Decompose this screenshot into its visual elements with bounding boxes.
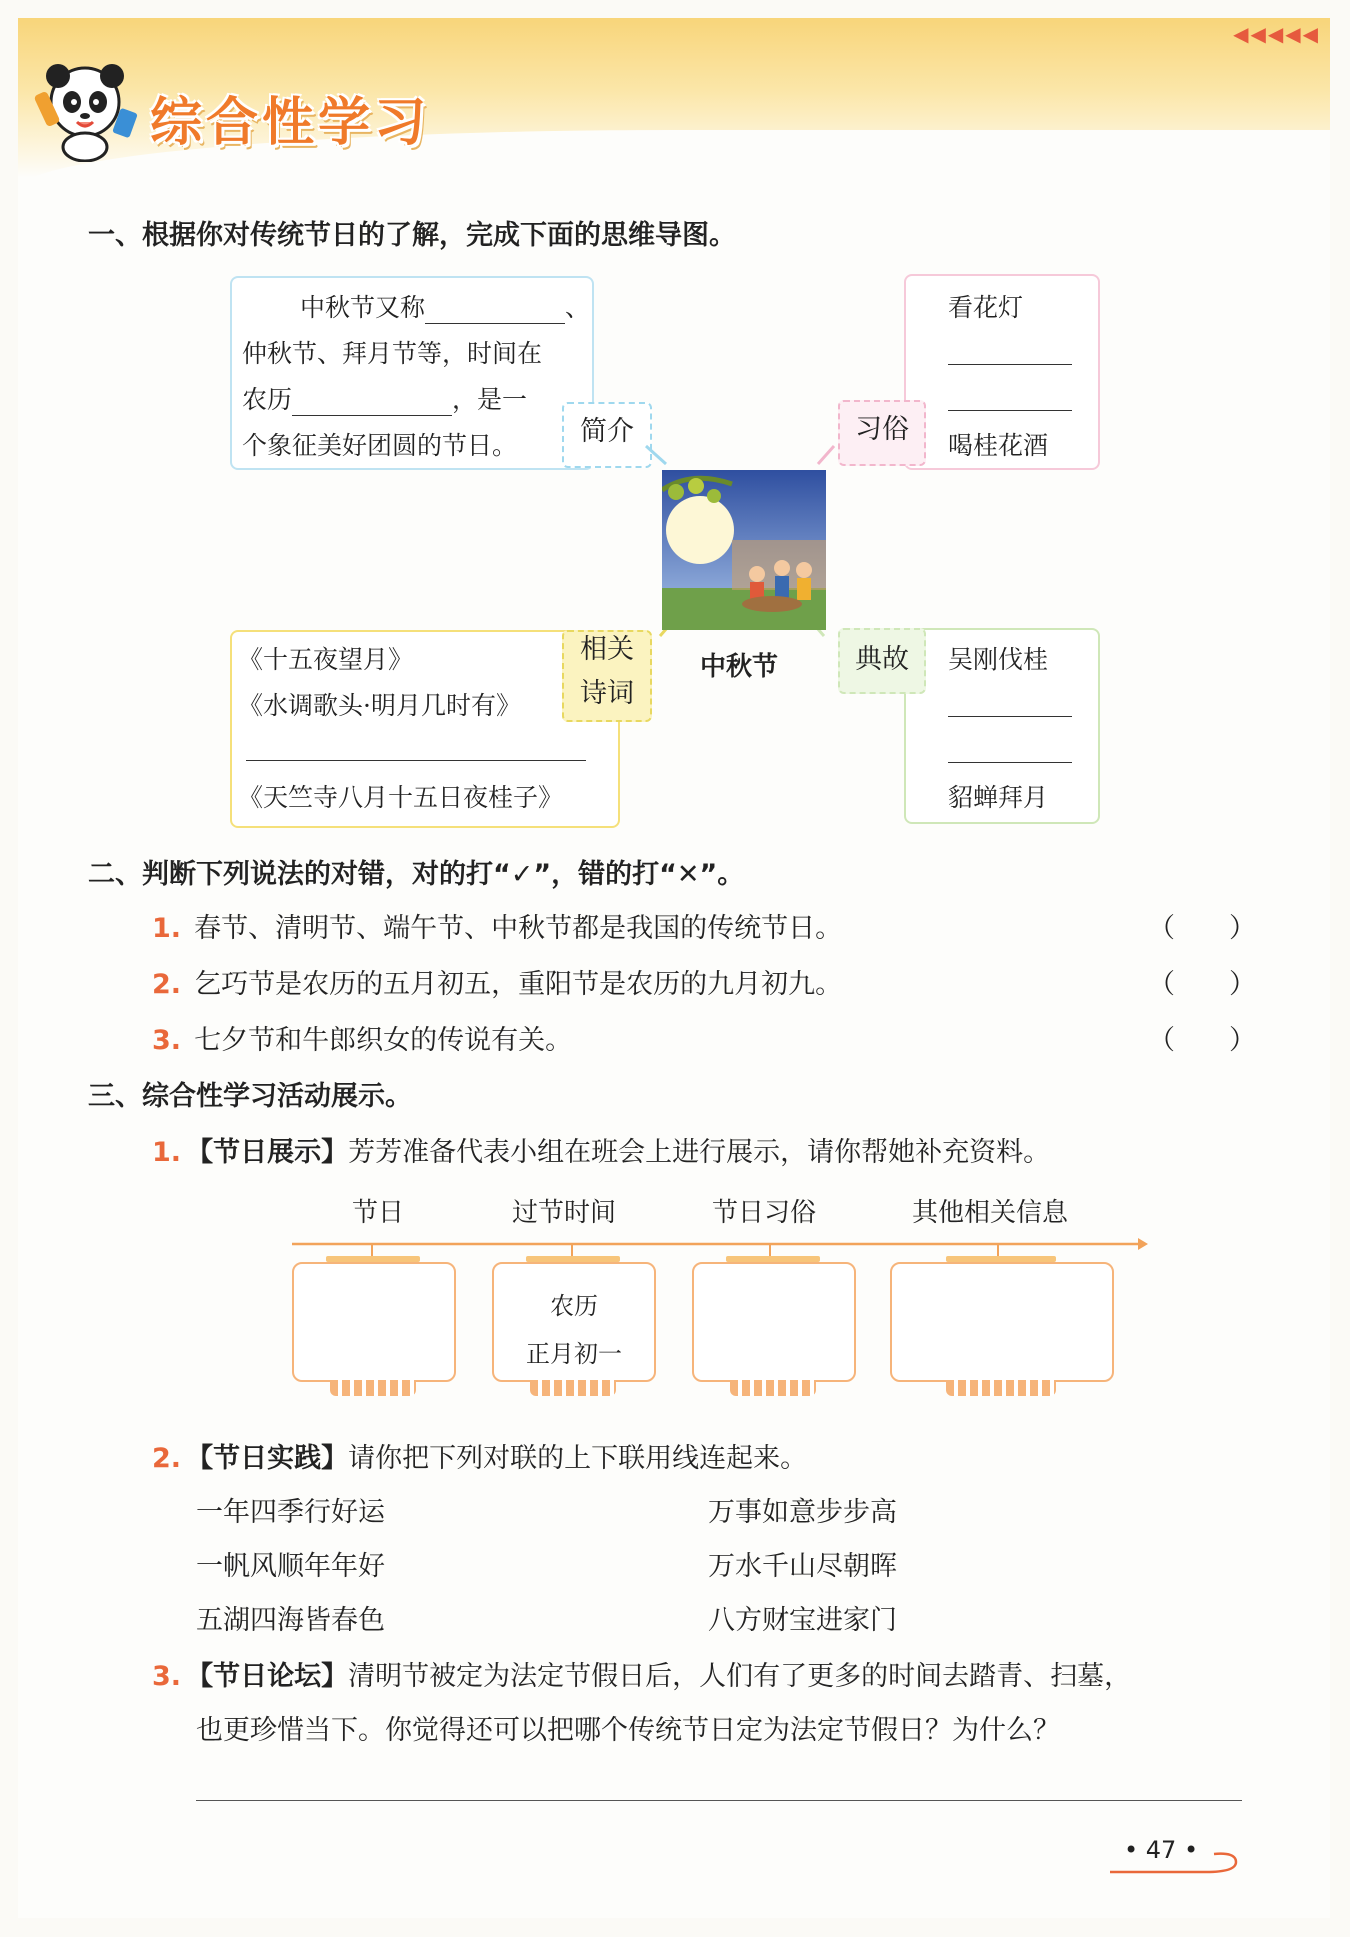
couplet-left-3[interactable]: 五湖四海皆春色: [196, 1605, 385, 1636]
poem-1: 《十五夜望月》: [238, 645, 414, 674]
story-blank-1[interactable]: [948, 716, 1072, 717]
judge-bracket-1[interactable]: （ ）: [1148, 913, 1256, 944]
judge-bracket-3[interactable]: （ ）: [1148, 1025, 1256, 1056]
q3-answer-line[interactable]: [196, 1800, 1242, 1801]
lantern-4-other[interactable]: [890, 1262, 1114, 1382]
poem-4: 《天竺寺八月十五日夜桂子》: [238, 783, 564, 812]
lantern-3-custom[interactable]: [692, 1262, 856, 1382]
mid-autumn-illustration: [662, 470, 826, 630]
tag-poem-1: 相关: [580, 634, 634, 665]
q1-prompt: 1. 【节日展示】芳芳准备代表小组在班会上进行展示，请你帮她补充资料。: [152, 1137, 1051, 1168]
couplet-left-1[interactable]: 一年四季行好运: [196, 1497, 385, 1528]
poem-2: 《水调歌头·明月几时有》: [238, 691, 521, 720]
custom-item-4: 喝桂花酒: [948, 431, 1049, 460]
judge-item-1: 1. 春节、清明节、端午节、中秋节都是我国的传统节日。: [152, 913, 843, 944]
judge-item-2: 2. 乞巧节是农历的五月初五，重阳节是农历的九月初九。: [152, 969, 843, 1000]
intro-line4: 个象征美好团圆的节日。: [242, 431, 518, 460]
lantern-4-fringe: [946, 1380, 1056, 1396]
intro-blank-date[interactable]: [292, 389, 452, 416]
judge-bracket-2[interactable]: （ ）: [1148, 969, 1256, 1000]
couplet-right-2[interactable]: 万水千山尽朝晖: [708, 1551, 897, 1582]
lantern-2-fringe: [530, 1380, 616, 1396]
poem-blank[interactable]: [246, 760, 586, 761]
story-item-1: 吴刚伐桂: [948, 645, 1049, 674]
timeline-header-date: 过节时间: [512, 1198, 617, 1228]
page-number-underline-icon: [1110, 1846, 1240, 1876]
lantern-3-fringe: [730, 1380, 816, 1396]
tag-intro: 简介: [580, 416, 634, 447]
custom-blank-1[interactable]: [948, 364, 1072, 365]
timeline-arrow: [292, 1236, 1148, 1256]
page-number: • 47 •: [1124, 1836, 1199, 1864]
couplet-right-3[interactable]: 八方财宝进家门: [708, 1605, 897, 1636]
custom-blank-2[interactable]: [948, 410, 1072, 411]
custom-item-1: 看花灯: [948, 293, 1024, 322]
couplet-right-1[interactable]: 万事如意步步高: [708, 1497, 897, 1528]
story-item-4: 貂蝉拜月: [948, 783, 1049, 812]
section3-title: 三、综合性学习活动展示。: [88, 1081, 412, 1112]
tag-poem-2: 诗词: [580, 678, 634, 709]
section2-title: 二、判断下列说法的对错，对的打“✓”，错的打“✕”。: [88, 859, 745, 890]
lantern-1-fringe: [330, 1380, 416, 1396]
couplet-left-2[interactable]: 一帆风顺年年好: [196, 1551, 385, 1582]
intro-line1: 中秋节又称 、: [300, 293, 591, 322]
section1-title: 一、根据你对传统节日的了解，完成下面的思维导图。: [88, 220, 736, 251]
intro-blank-alias[interactable]: [425, 297, 565, 324]
center-label: 中秋节: [700, 652, 779, 682]
judge-item-3: 3. 七夕节和牛郎织女的传说有关。: [152, 1025, 573, 1056]
header-decor: ◀◀◀◀◀: [1233, 22, 1320, 46]
timeline-header-custom: 节日习俗: [712, 1198, 817, 1228]
tag-story: 典故: [855, 644, 909, 675]
story-blank-2[interactable]: [948, 762, 1072, 763]
page-title: 综合性学习: [150, 93, 431, 153]
q3-prompt: 3. 【节日论坛】清明节被定为法定节假日后，人们有了更多的时间去踏青、扫墓，: [152, 1661, 1132, 1692]
lantern-2-line2: 正月初一: [526, 1340, 622, 1368]
intro-line2: 仲秋节、拜月节等，时间在: [242, 339, 543, 368]
timeline-header-other: 其他相关信息: [912, 1198, 1069, 1228]
tag-custom: 习俗: [855, 414, 909, 445]
panda-mascot-icon: [30, 62, 140, 162]
lantern-2-line1: 农历: [550, 1292, 598, 1320]
lantern-1-festival[interactable]: [292, 1262, 456, 1382]
intro-line3: 农历 ，是一: [242, 385, 528, 414]
q3-line2: 也更珍惜当下。你觉得还可以把哪个传统节日定为法定节假日？为什么？: [196, 1715, 1060, 1746]
q2-prompt: 2. 【节日实践】请你把下列对联的上下联用线连起来。: [152, 1443, 808, 1474]
timeline-header-festival: 节日: [352, 1198, 405, 1228]
